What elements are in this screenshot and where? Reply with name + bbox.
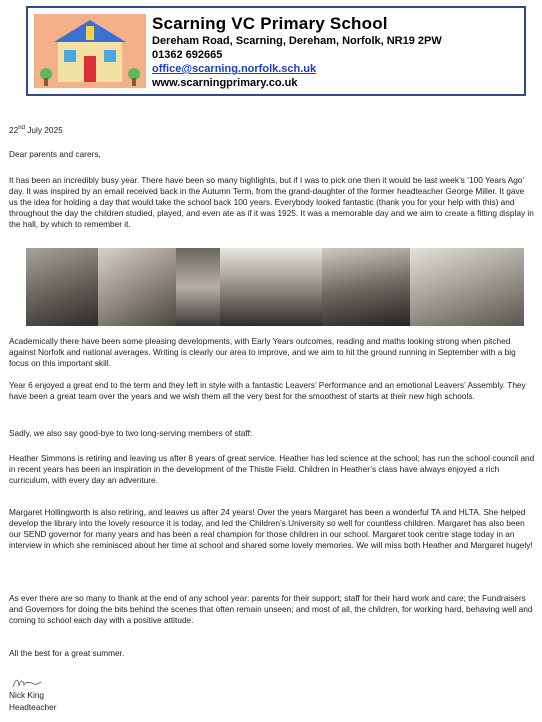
paragraph-margaret: Margaret Hollingworth is also retiring, and leaves us after 24 years! Over the years Margaret has been a wonderful TA and HLTA. She helped develop the library into the lovely resource it is today, and led the Children’s University so well for countless children. Margaret has also been our SEND governor for many years and has been a real champion for those children in our school. Margaret took centre stage today in an interview in which she reminisced about her time at school and shared some lovely memories. We will miss both Heather and Margaret hugely!: [9, 507, 533, 550]
photo-man-in-cap: [98, 248, 176, 326]
photo-children: [410, 248, 524, 326]
date-month-year: July 2025: [24, 124, 63, 135]
school-website[interactable]: www.scarningprimary.co.uk: [152, 77, 298, 89]
signatory-title: Headteacher: [9, 702, 57, 712]
school-address: Dereham Road, Scarning, Dereham, Norfolk, NR19 2PW: [152, 35, 442, 47]
photo-moustached-man: [322, 248, 410, 326]
school-name: Scarning VC Primary School: [152, 14, 388, 33]
greeting: Dear parents and carers,: [9, 149, 101, 159]
paragraph-year-6: Year 6 enjoyed a great end to the term and they left in style with a fantastic Leavers’ Performance and an emotional Leavers’ Assembly. They have been a great team over the years and we wish them all the very best for the smoothest of starts at their new high schools.: [9, 380, 526, 401]
photo-strip: [26, 248, 524, 326]
letter-date: [9, 123, 535, 136]
signatory-name: Nick King: [9, 690, 45, 700]
photo-classroom: [176, 248, 220, 326]
school-phone: 01362 692665: [152, 49, 223, 61]
paragraph-thanks: As ever there are so many to thank at the end of any school year: parents for their support; staff for their hard work and care; the Fundraisers and Governors for doing the bits behind the scenes that often remain unseen; and most of all, the children, for working hard, behaving well and coming to school each day with a positive attitude.: [9, 593, 533, 625]
paragraph-sign-off: All the best for a great summer.: [9, 648, 125, 658]
letterhead: [26, 6, 526, 96]
school-logo: [34, 14, 146, 88]
date-suffix: nd: [18, 125, 25, 131]
paragraph-100-years-ago: It has been an incredibly busy year. There have been so many highlights, but if I was to pick one then it would be last week’s ‘100 Years Ago’ day. It was inspired by an email received back in the Autumn Term, from the grand-daughter of the former headteacher George Miller. It gave us the idea for holding a day that would take the school back 100 years. Everybody looked fantastic (thank you for your help with this) and throughout the day the children studied, played, and even ate as if it was 1925. It was a memorable day and we aim to create a fitting display in the hall, by which to remember it.: [9, 175, 534, 229]
paragraph-academic: Academically there have been some pleasing developments, with Early Years outcomes, reading and maths looking strong when pitched against Norfolk and national averages. Writing is clearly our area to improve, and we aim to hit the ground running in September with a big focus on this important skill.: [9, 336, 516, 368]
date-day: 22: [9, 124, 19, 135]
paragraph-goodbye: Sadly, we also say good-bye to two long-serving members of staff:: [9, 428, 253, 438]
school-email-link[interactable]: office@scarning.norfolk.sch.uk: [152, 63, 317, 75]
signature: [12, 676, 42, 690]
photo-boy-portrait: [26, 248, 98, 326]
paragraph-heather: Heather Simmons is retiring and leaving us after 8 years of great service. Heather has led science at the school; has run the school council and in recent years has been an inspiration in the development of the Thistle Field. Children in Heather’s class have always enjoyed a rich curriculum, with every day an adventure.: [9, 453, 535, 485]
photo-playground: [220, 248, 322, 326]
